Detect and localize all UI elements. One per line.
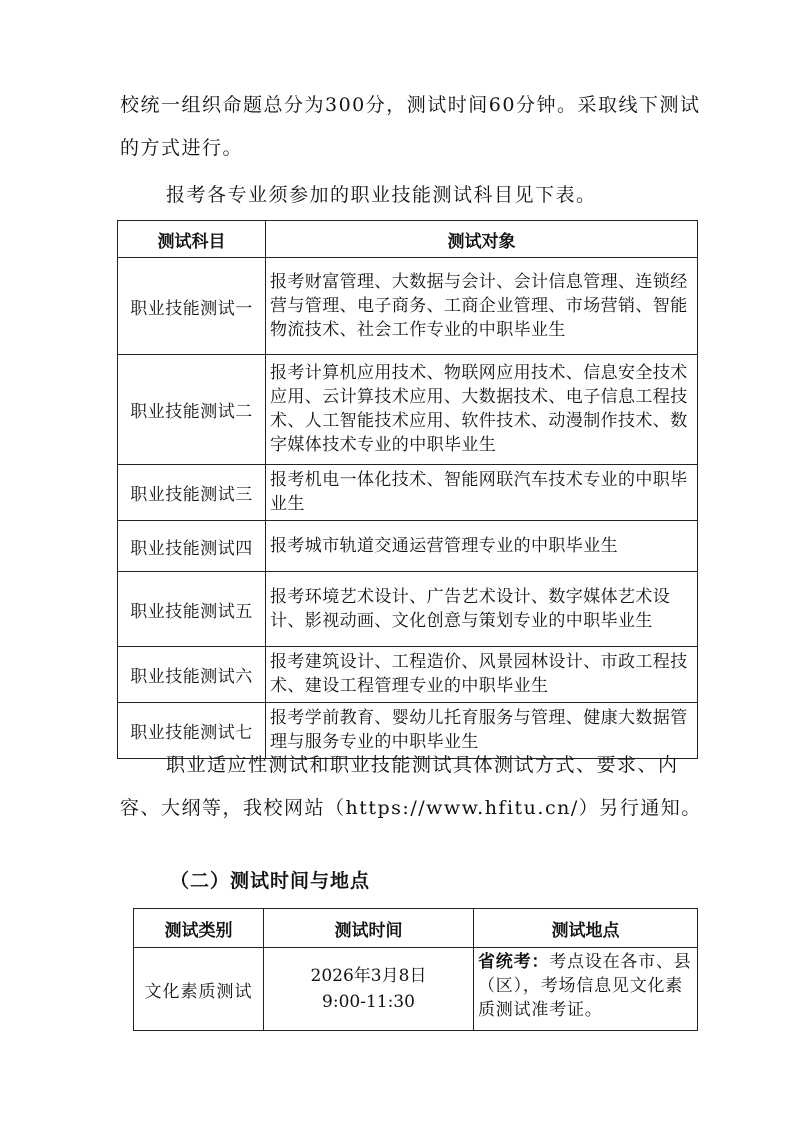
header-subject: 测试科目	[118, 221, 266, 258]
table-row	[118, 465, 698, 521]
table-row	[118, 521, 698, 572]
subject-name: 职业技能测试二	[118, 355, 266, 465]
test-category: 文化素质测试	[134, 948, 264, 1031]
section-heading: （二）测试时间与地点	[170, 870, 371, 892]
table-row	[118, 258, 698, 355]
subject-name: 职业技能测试六	[118, 647, 266, 703]
subject-name: 职业技能测试七	[118, 703, 266, 759]
test-time-cell	[264, 948, 474, 1031]
subject-target: 报考计算机应用技术、物联网应用技术、信息安全技术应用、云计算技术应用、大数据技术、电子信息工程技术、人工智能技术应用、软件技术、动漫制作技术、数字媒体技术专业的中职毕业生	[266, 355, 698, 465]
intro-paragraph: 校统一组织命题总分为300分，测试时间60分钟。采取线下测试的方式进行。	[120, 94, 701, 159]
subject-target: 报考环境艺术设计、广告艺术设计、数字媒体艺术设计、影视动画、文化创意与策划专业的中职毕业生	[266, 572, 698, 647]
test-date: 2026年3月8日	[310, 966, 427, 986]
subjects-table-header	[118, 221, 698, 258]
table-intro-text: 报考各专业须参加的职业技能测试科目见下表。	[166, 184, 597, 206]
header-target: 测试对象	[266, 221, 698, 258]
header-category: 测试类别	[134, 909, 264, 948]
subject-target: 报考建筑设计、工程造价、风景园林设计、市政工程技术、建设工程管理专业的中职毕业生	[266, 647, 698, 703]
subject-target: 报考学前教育、婴幼儿托育服务与管理、健康大数据管理与服务专业的中职毕业生	[266, 703, 698, 759]
subject-target: 报考城市轨道交通运营管理专业的中职毕业生	[266, 521, 698, 572]
table-row	[118, 647, 698, 703]
subject-target: 报考机电一体化技术、智能网联汽车技术专业的中职毕业生	[266, 465, 698, 521]
schedule-table	[133, 908, 698, 1031]
schedule-table-header	[134, 909, 698, 948]
header-time: 测试时间	[264, 909, 474, 948]
place-label: 省统考：	[478, 952, 550, 972]
place-text: 考点设在各市、县（区），考场信息见文化素质测试准考证。	[478, 952, 692, 1020]
subject-name: 职业技能测试四	[118, 521, 266, 572]
subject-name: 职业技能测试三	[118, 465, 266, 521]
subject-target: 报考财富管理、大数据与会计、会计信息管理、连锁经营与管理、电子商务、工商企业管理、市场营销、智能物流技术、社会工作专业的中职毕业生	[266, 258, 698, 355]
notice-paragraph: 职业适应性测试和职业技能测试具体测试方式、要求、内容、大纲等，我校网站（https://www.hfitu.cn/）另行通知。	[120, 754, 702, 819]
subject-name: 职业技能测试一	[118, 258, 266, 355]
table-row	[118, 355, 698, 465]
table-row	[118, 572, 698, 647]
header-place: 测试地点	[474, 909, 698, 948]
test-time: 9:00-11:30	[322, 992, 415, 1012]
subject-name: 职业技能测试五	[118, 572, 266, 647]
test-place-cell	[474, 948, 698, 1031]
table-row	[134, 948, 698, 1031]
subjects-table	[117, 220, 698, 759]
